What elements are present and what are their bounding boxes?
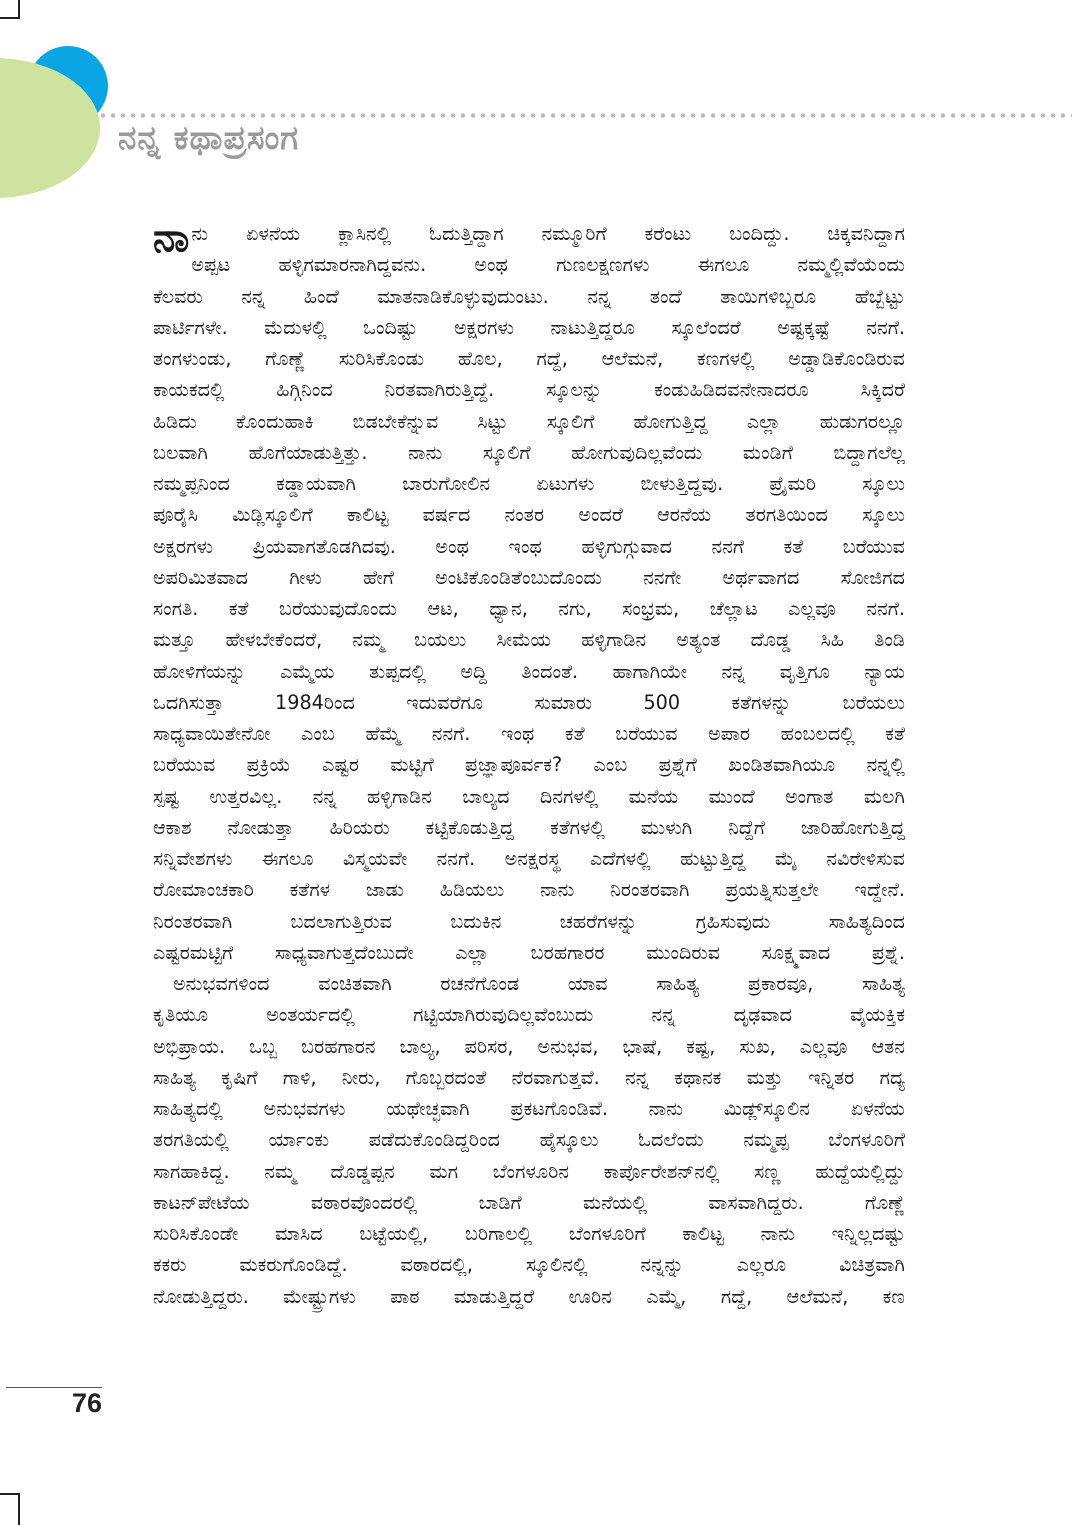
text-line: ನಮ್ಮಪ್ಪನಿಂದ ಕಡ್ಡಾಯವಾಗಿ ಬಾರುಗೋಲಿನ ಏಟುಗಳು ಬೀಳುತ್ತಿದ್ದವು. ಪ್ರೈಮರಿ ಸ್ಕೂಲು [153, 472, 905, 495]
text-line: ಆಕಾಶ ನೋಡುತ್ತಾ ಹಿರಿಯರು ಕಟ್ಟಿಕೊಡುತ್ತಿದ್ದ ಕತೆಗಳಲ್ಲಿ ಮುಳುಗಿ ನಿದ್ದೆಗೆ ಜಾರಿಹೋಗುತ್ತಿದ್ದ [153, 815, 905, 839]
text-line: ಸಾಧ್ಯವಾಯಿತೇನೋ ಎಂಬ ಹೆಮ್ಮೆ ನನಗೆ. ಇಂಥ ಕತೆ ಬರೆಯುವ ಅಪಾರ ಹಂಬಲದಲ್ಲಿ ಕತೆ [153, 722, 905, 745]
text-line: ಪೂರೈಸಿ ಮಿಡ್ಲಿಸ್ಕೂಲಿಗೆ ಕಾಲಿಟ್ಟ ವರ್ಷದ ನಂತರ ಅಂದರೆ ಆರನೆಯ ತರಗತಿಯಿಂದ ಸ್ಕೂಲು [153, 503, 905, 527]
text-line: ಪಾರ್ಟಿಗಳೇ. ಮೆದುಳಲ್ಲಿ ಒಂದಿಷ್ಟು ಅಕ್ಷರಗಳು ನಾಟುತ್ತಿದ್ದರೂ ಸ್ಕೂಲೆಂದರೆ ಅಷ್ಟಕ್ಕಷ್ಟೆ ನನಗೆ. [153, 315, 905, 339]
text-line: ಅಪ್ಪಟ ಹಳ್ಳಿಗಮಾರನಾಗಿದ್ದವನು. ಅಂಥ ಗುಣಲಕ್ಷಣಗಳು ಈಗಲೂ ನಮ್ಮಲ್ಲಿವೆಯೆಂದು [191, 253, 905, 277]
text-line: ಸಾಹಿತ್ಯ ಕೃಷಿಗೆ ಗಾಳಿ, ನೀರು, ಗೊಬ್ಬರದಂತೆ ನೆರವಾಗುತ್ತವೆ. ನನ್ನ ಕಥಾನಕ ಮತ್ತು ಇನ್ನಿತರ ಗದ್ಯ [153, 1065, 905, 1089]
text-line: ಬಲವಾಗಿ ಹೊಗೆಯಾಡುತ್ತಿತ್ತು. ನಾನು ಸ್ಕೂಲಿಗೆ ಹೋಗುವುದಿಲ್ಲವೆಂದು ಮಂಡಿಗೆ ಬಿದ್ದಾಗಲೆಲ್ಲ [153, 440, 905, 464]
section-title: ನನ್ನ ಕಥಾಪ್ರಸಂಗ [118, 118, 300, 157]
text-line: ಹಿಡಿದು ಕೊಂದುಹಾಕಿ ಬಿಡಬೇಕೆನ್ನುವ ಸಿಟ್ಟು ಸ್ಕೂಲಿಗೆ ಹೋಗುತ್ತಿದ್ದ ಎಲ್ಲಾ ಹುಡುಗರಲ್ಲೂ [153, 409, 905, 433]
text-line: ಸನ್ನಿವೇಶಗಳು ಈಗಲೂ ವಿಸ್ಮಯವೇ ನನಗೆ. ಅನಕ್ಷರಸ್ಥ ಎದೆಗಳಲ್ಲಿ ಹುಟ್ಟುತ್ತಿದ್ದ ಮೈ ನವಿರೇಳಿಸುವ [153, 847, 905, 870]
text-line: ತರಗತಿಯಲ್ಲಿ ರ್ಯಾಂಕು ಪಡೆದುಕೊಂಡಿದ್ದರಿಂದ ಹೈಸ್ಕೂಲು ಓದಲೆಂದು ನಮ್ಮಪ್ಪ ಬೆಂಗಳೂರಿಗೆ [153, 1128, 905, 1152]
text-line: ಸಾಹಿತ್ಯದಲ್ಲಿ ಅನುಭವಗಳು ಯಥೇಚ್ಛವಾಗಿ ಪ್ರಕಟಗೊಂಡಿವೆ. ನಾನು ಮಿಡ್ಲ್‌ಸ್ಕೂಲಿನ ಏಳನೆಯ [153, 1097, 905, 1120]
text-line: ಸಾಗಹಾಕಿದ್ದ. ನಮ್ಮ ದೊಡ್ಡಪ್ಪನ ಮಗ ಬೆಂಗಳೂರಿನ ಕಾರ್ಪೊರೇಶನ್‌ನಲ್ಲಿ ಸಣ್ಣ ಹುದ್ದೆಯಲ್ಲಿದ್ದು [153, 1159, 905, 1183]
text-line: ಸ್ಪಷ್ಟ ಉತ್ತರವಿಲ್ಲ. ನನ್ನ ಹಳ್ಳಿಗಾಡಿನ ಬಾಲ್ಯದ ದಿನಗಳಲ್ಲಿ ಮನೆಯ ಮುಂದೆ ಅಂಗಾತ ಮಲಗಿ [153, 784, 905, 808]
text-line: ಸುರಿಸಿಕೊಂಡೇ ಮಾಸಿದ ಬಟ್ಟೆಯಲ್ಲಿ, ಬರಿಗಾಲಲ್ಲಿ ಬೆಂಗಳೂರಿಗೆ ಕಾಲಿಟ್ಟ ನಾನು ಇನ್ನಿಲ್ಲದಷ್ಟು [153, 1222, 905, 1245]
text-line: ಕೆಲವರು ನನ್ನ ಹಿಂದೆ ಮಾತನಾಡಿಕೊಳ್ಳುವುದುಂಟು. ನನ್ನ ತಂದೆ ತಾಯಿಗಳಿಬ್ಬರೂ ಹೆಬ್ಬೆಟ್ಟು [153, 284, 905, 308]
text-line: ಮತ್ತೂ ಹೇಳಬೇಕೆಂದರೆ, ನಮ್ಮ ಬಯಲು ಸೀಮೆಯ ಹಳ್ಳಿಗಾಡಿನ ಅತ್ಯಂತ ದೊಡ್ಡ ಸಿಹಿ ತಿಂಡಿ [153, 628, 905, 652]
crop-mark-top-h [0, 17, 20, 19]
text-line: ನೋಡುತ್ತಿದ್ದರು. ಮೇಷ್ಟ್ರುಗಳು ಪಾಠ ಮಾಡುತ್ತಿದ್ದರೆ ಊರಿನ ಎಮ್ಮೆ, ಗದ್ದೆ, ಆಲೆಮನೆ, ಕಣ [153, 1284, 905, 1308]
page-number: 76 [72, 1388, 103, 1418]
text-line: ತಂಗಳುಂಡು, ಗೊಣ್ಣೆ ಸುರಿಸಿಕೊಂಡು ಹೊಲ, ಗದ್ದೆ, ಆಲೆಮನೆ, ಕಣಗಳಲ್ಲಿ ಅಡ್ಡಾಡಿಕೊಂಡಿರುವ [153, 347, 905, 370]
text-line: ಅಭಿಪ್ರಾಯ. ಒಬ್ಬ ಬರಹಗಾರನ ಬಾಲ್ಯ, ಪರಿಸರ, ಅನುಭವ, ಭಾಷೆ, ಕಷ್ಟ, ಸುಖ, ಎಲ್ಲವೂ ಆತನ [153, 1034, 905, 1058]
text-line: ಅಪರಿಮಿತವಾದ ಗೀಳು ಹೇಗೆ ಅಂಟಿಕೊಂಡಿತೆಂಬುದೊಂದು ನನಗೇ ಅರ್ಥವಾಗದ ಸೋಜಿಗದ [153, 565, 905, 589]
text-line: ಒದಗಿಸುತ್ತಾ 1984ರಿಂದ ಇದುವರೆಗೂ ಸುಮಾರು 500 ಕತೆಗಳನ್ನು ಬರೆಯಲು [153, 690, 905, 714]
text-line: ಕಕರು ಮಕರುಗೊಂಡಿದ್ದೆ. ವಠಾರದಲ್ಲಿ, ಸ್ಕೂಲಿನಲ್ಲಿ ನನ್ನನ್ನು ಎಲ್ಲರೂ ವಿಚಿತ್ರವಾಗಿ [153, 1253, 905, 1277]
text-line: ನಿರಂತರವಾಗಿ ಬದಲಾಗುತ್ತಿರುವ ಬದುಕಿನ ಚಹರೆಗಳನ್ನು ಗ್ರಹಿಸುವುದು ಸಾಹಿತ್ಯದಿಂದ [153, 909, 905, 933]
text-line: ರೋಮಾಂಚಕಾರಿ ಕತೆಗಳ ಜಾಡು ಹಿಡಿಯಲು ನಾನು ನಿರಂತರವಾಗಿ ಪ್ರಯತ್ನಿಸುತ್ತಲೇ ಇದ್ದೇನೆ. [153, 878, 905, 902]
crop-mark-bottom-h [0, 1493, 20, 1495]
text-line: ಕಾಟನ್‌ಪೇಟೆಯ ವಠಾರವೊಂದರಲ್ಲಿ ಬಾಡಿಗೆ ಮನೆಯಲ್ಲಿ ವಾಸವಾಗಿದ್ದರು. ಗೊಣ್ಣೆ [153, 1190, 905, 1214]
crop-mark-top [18, 0, 20, 18]
text-line: ಹೋಳಿಗೆಯನ್ನು ಎಮ್ಮೆಯ ತುಪ್ಪದಲ್ಲಿ ಅದ್ದಿ ತಿಂದಂತೆ. ಹಾಗಾಗಿಯೇ ನನ್ನ ವೃತ್ತಿಗೂ ನ್ಯಾಯ [153, 659, 905, 683]
article-body [153, 215, 905, 1312]
text-line: ಎಷ್ಟರಮಟ್ಟಿಗೆ ಸಾಧ್ಯವಾಗುತ್ತದೆಂಬುದೇ ಎಲ್ಲಾ ಬರಹಗಾರರ ಮುಂದಿರುವ ಸೂಕ್ಷ್ಮವಾದ ಪ್ರಶ್ನೆ. [153, 940, 905, 964]
text-line: ಅಕ್ಷರಗಳು ಪ್ರಿಯವಾಗತೊಡಗಿದವು. ಅಂಥ ಇಂಥ ಹಳ್ಳಿಗುಗ್ಗುವಾದ ನನಗೆ ಕತೆ ಬರೆಯುವ [153, 534, 905, 558]
text-line: ಬರೆಯುವ ಪ್ರಕ್ರಿಯೆ ಎಷ್ಟರ ಮಟ್ಟಿಗೆ ಪ್ರಜ್ಞಾಪೂರ್ವಕ? ಎಂಬ ಪ್ರಶ್ನೆಗೆ ಖಂಡಿತವಾಗಿಯೂ ನನ್ನಲ್ಲಿ [153, 753, 905, 777]
text-line: ಕೃತಿಯೂ ಅಂತರ್ಯದಲ್ಲಿ ಗಟ್ಟಿಯಾಗಿರುವುದಿಲ್ಲವೆಂಬುದು ನನ್ನ ದೃಢವಾದ ವೈಯಕ್ತಿಕ [153, 1003, 905, 1027]
text-line: ನು ಏಳನೆಯ ಕ್ಲಾಸಿನಲ್ಲಿ ಓದುತ್ತಿದ್ದಾಗ ನಮ್ಮೂರಿಗೆ ಕರೆಂಟು ಬಂದಿದ್ದು. ಚಿಕ್ಕವನಿದ್ದಾಗ [191, 222, 905, 245]
drop-cap: ನಾ [153, 215, 190, 261]
text-line: ಕಾಯಕದಲ್ಲಿ ಹಿಗ್ಗಿನಿಂದ ನಿರತವಾಗಿರುತ್ತಿದ್ದೆ. ಸ್ಕೂಲನ್ನು ಕಂಡುಹಿಡಿದವನೇನಾದರೂ ಸಿಕ್ಕಿದರೆ [153, 378, 905, 402]
crop-mark-bottom [18, 1493, 20, 1525]
text-line: ಅನುಭವಗಳಿಂದ ವಂಚಿತವಾಗಿ ರಚನೆಗೊಂಡ ಯಾವ ಸಾಹಿತ್ಯ ಪ್ರಕಾರವೂ, ಸಾಹಿತ್ಯ [173, 972, 905, 995]
text-line: ಸಂಗತಿ. ಕತೆ ಬರೆಯುವುದೊಂದು ಆಟ, ಧ್ಯಾನ, ನಗು, ಸಂಭ್ರಮ, ಚೆಲ್ಲಾಟ ಎಲ್ಲವೂ ನನಗೆ. [153, 597, 905, 620]
